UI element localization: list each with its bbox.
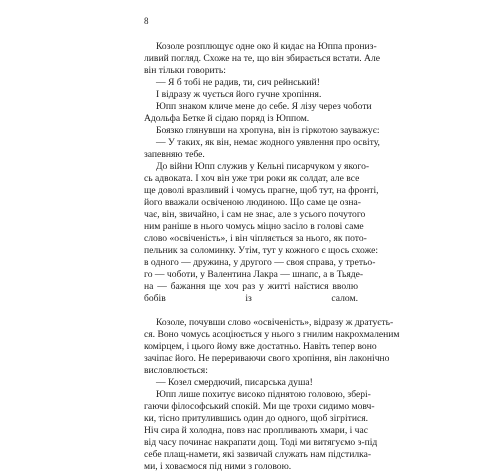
text-line: Юпп лише похитує високо піднятою головою, збері- — [156, 389, 371, 400]
text-line: бобів із салом. — [144, 293, 358, 304]
text-line: пельник за соломинку. Утім, тут у кожного є щось схоже: — [144, 245, 379, 256]
text-line: висловлюється: — [144, 365, 208, 376]
text-line: ки, тісно притулившись один до одного, щоб зігрітися. — [144, 413, 369, 424]
text-line: від часу починає накрапати дощ. Тоді ми витягуємо з-під — [144, 437, 378, 448]
text-line: гаючи філософський спокій. Ми ще трохи сидимо мовч- — [144, 401, 375, 412]
text-line: ще доволі вразливий і чомусь прагне, щоб тут, на фронті, — [144, 185, 379, 196]
text-line: — Я б тобі не радив, ти, сич рейнський! — [156, 77, 320, 88]
text-line: Боязко глянувши на хропуна, він із гіркотою зауважує: — [156, 125, 380, 136]
text-line: ним раніше в нього чомусь міцно засіло в голові саме — [144, 221, 364, 232]
text-line: сь адвоката. І хоч він уже три роки як солдат, але все — [144, 173, 360, 184]
text-line: на — бажання ще хоч раз у житті наїстися вволю — [144, 281, 358, 292]
text-line: — У таких, як він, немає жодного уявлення про освіту, — [156, 137, 380, 148]
text-line: комірцем, і цього йому вже достатньо. Навіть тепер воно — [144, 341, 377, 352]
text-line: — Козел смердючий, писарська душа! — [156, 377, 313, 388]
text-line: слово «освіченість», і він чіпляється за нього, як пото- — [144, 233, 367, 244]
text-line: зачіпає його. Не перериваючи свого хропіння, він лаконічно — [144, 353, 390, 364]
text-line: ся. Воно чомусь асоціюється у нього з гнилим накрохмаленим — [144, 329, 400, 340]
text-line: Юпп знаком кличе мене до себе. Я лізу через чоботи — [156, 101, 372, 112]
text-line: І відразу ж чується його гучне хропіння. — [156, 89, 322, 100]
text-line: До війни Юпп служив у Кельні писарчуком у якого- — [156, 161, 370, 172]
text-line: Адольфа Бетке й сідаю поряд із Юппом. — [144, 113, 310, 124]
page-number: 8 — [144, 16, 149, 26]
text-line: Козоле розплющує одне око й кидає на Юппа прониз- — [156, 41, 377, 52]
text-line: запевняю тебе. — [144, 149, 205, 160]
text-line: в одного — дружина, у другого — своя справа, у третьо- — [144, 257, 376, 268]
text-line: себе плащ-намети, які зазвичай служать нам підстилка- — [144, 449, 372, 460]
body-text — [144, 41, 400, 473]
text-line — [144, 305, 358, 317]
text-line: ми, і ховаємося під ними з головою. — [144, 461, 292, 472]
text-line: ливий погляд. Схоже на те, що він збирається встати. Але — [144, 53, 381, 64]
text-line: він тільки говорить: — [144, 65, 226, 76]
text-line: його вважали освіченою людиною. Що саме це озна- — [144, 197, 361, 208]
text-line: Ніч сира й холодна, повз нас пропливають хмари, і час — [144, 425, 369, 436]
text-line: го — чоботи, у Валентина Лакра — шнапс, а в Тьяде- — [144, 269, 364, 280]
text-line: чає, він, звичайно, і сам не знає, але з усього почутого — [144, 209, 366, 220]
text-line: Козоле, почувши слово «освіченість», відразу ж дратуєть- — [156, 317, 394, 328]
